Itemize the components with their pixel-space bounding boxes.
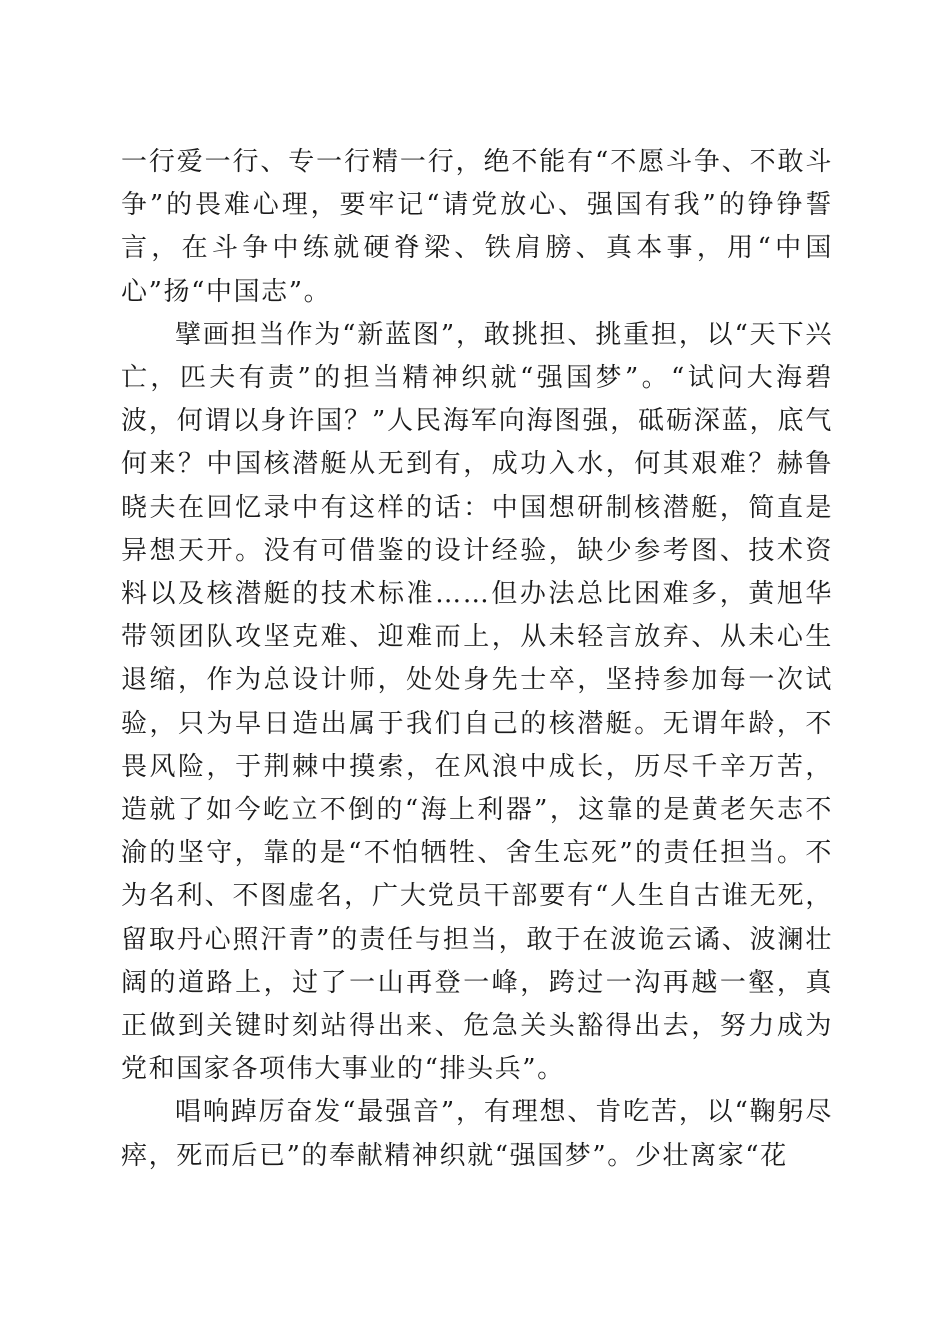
paragraph-2: 擘画担当作为“新蓝图”，敢挑担、挑重担，以“天下兴亡，匹夫有责”的担当精神织就“强国梦”。“试问大海碧波，何谓以身许国？”人民海军向海图强，砥砺深蓝，底气何来？中国核潜艇从无到有，成功入水，何其艰难？赫鲁晓夫在回忆录中有这样的话：中国想研制核潜艇，简直是异想天开。没有可借鉴的设计经验，缺少参考图、技术资料以及核潜艇的技术标准……但办法总比困难多，黄旭华带领团队攻坚克难、迎难而上，从未轻言放弃、从未心生退缩，作为总设计师，处处身先士卒，坚持参加每一次试验，只为早日造出属于我们自己的核潜艇。无谓年龄，不畏风险，于荆棘中摸索，在风浪中成长，历尽千辛万苦，造就了如今屹立不倒的“海上利器”，这靠的是黄老矢志不渝的坚守，靠的是“不怕牺牲、舍生忘死”的责任担当。不为名利、不图虚名，广大党员干部要有“人生自古谁无死，留取丹心照汗青”的责任与担当，敢于在波诡云谲、波澜壮阔的道路上，过了一山再登一峰，跨过一沟再越一壑，真正做到关键时刻站得出来、危急关头豁得出去，努力成为党和国家各项伟大事业的“排头兵”。 [121,319,833,1085]
document-body [121,141,833,1178]
paragraph-3: 唱响踔厉奋发“最强音”，有理想、肯吃苦，以“鞠躬尽瘁，死而后已”的奉献精神织就“强国梦”。少壮离家“花 [121,1097,833,1171]
paragraph-1: 一行爱一行、专一行精一行，绝不能有“不愿斗争、不敢斗争”的畏难心理，要牢记“请党放心、强国有我”的铮铮誓言，在斗争中练就硬脊梁、铁肩膀、真本事，用“中国心”扬“中国志”。 [121,147,833,307]
